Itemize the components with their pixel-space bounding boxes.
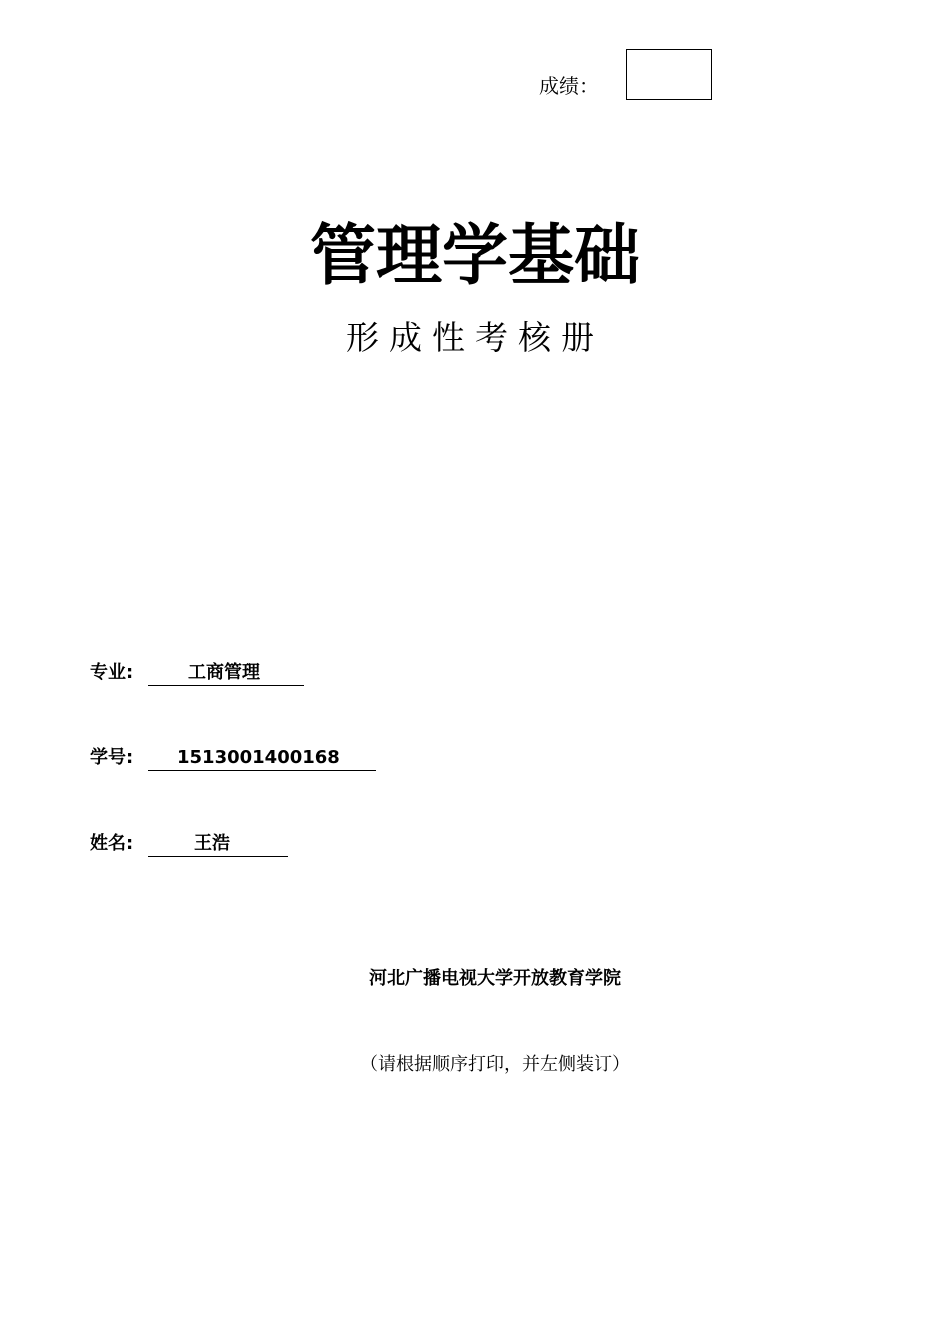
name-label: 姓名: [90,833,134,854]
student-id-label: 学号: [90,747,134,768]
score-box [626,49,712,100]
student-id-field [90,745,390,775]
major-value: 工商管理 [188,662,260,683]
score-label: 成绩： [539,74,599,98]
page-title: 管理学基础 [310,216,640,294]
major-label: 专业: [90,662,134,683]
page-subtitle: 形成性考核册 [346,318,604,357]
major-field [90,660,310,690]
name-field [90,831,310,861]
binding-note: （请根据顺序打印，并左侧装订） [360,1054,630,1075]
name-value: 王浩 [194,833,230,854]
institution-name: 河北广播电视大学开放教育学院 [369,968,621,989]
student-id-value: 1513001400168 [177,747,340,768]
